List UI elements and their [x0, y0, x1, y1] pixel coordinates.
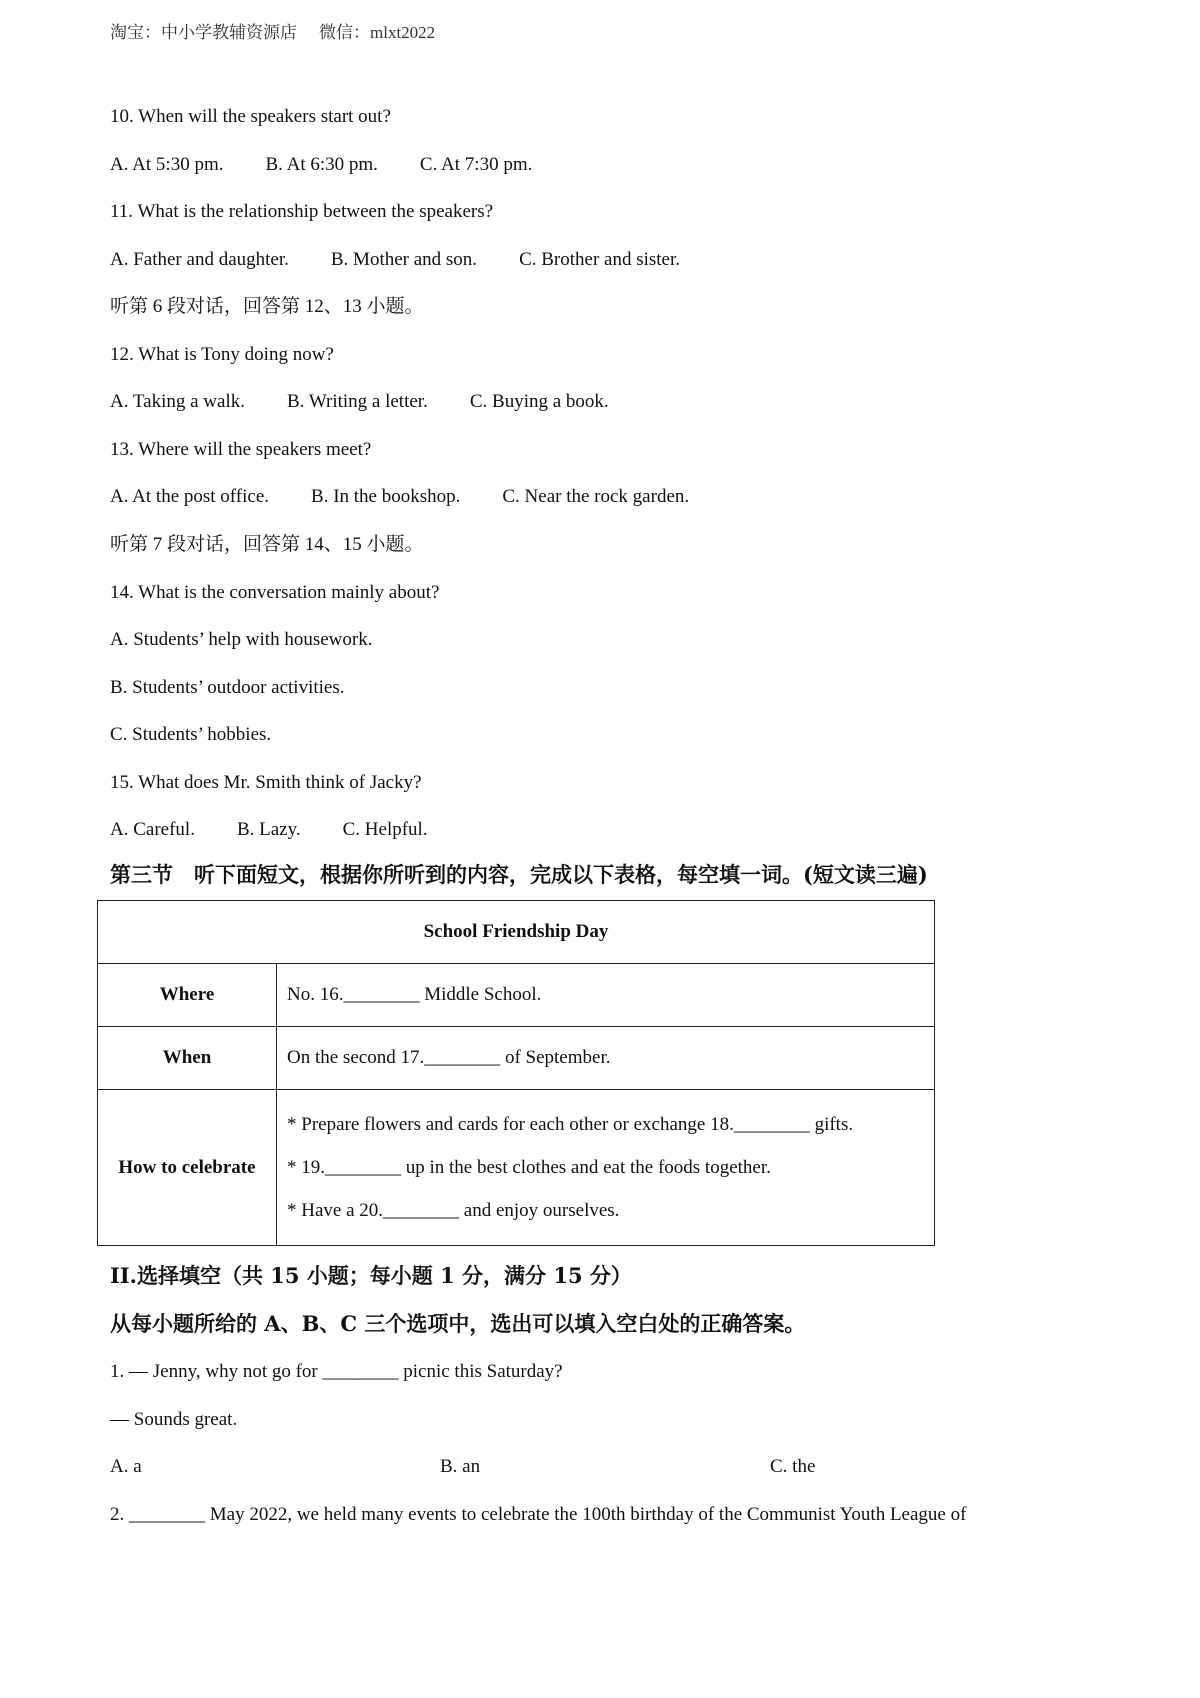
option-15-c: C. Helpful. — [342, 819, 428, 840]
option-13-b: B. In the bookshop. — [311, 486, 461, 507]
option-14-c: C. Students’ hobbies. — [110, 724, 272, 745]
option-13-a: A. At the post office. — [110, 486, 270, 507]
choice-question-2: 2. ________ May 2022, we held many events to celebrate the 100th birthday of the Communist Youth League of — [110, 1504, 967, 1525]
part-2-instruction: 从每小题所给的 A、B、C 三个选项中，选出可以填入空白处的正确答案。 — [110, 1311, 806, 1336]
when-text: On the second 17.________ of September. — [277, 1027, 935, 1090]
option-14-a: A. Students’ help with housework. — [110, 629, 373, 650]
option-13-c: C. Near the rock garden. — [502, 486, 690, 507]
option-12-b: B. Writing a letter. — [287, 391, 428, 412]
options-12 — [110, 392, 651, 411]
option-15-b: B. Lazy. — [236, 819, 301, 840]
question-10: 10. When will the speakers start out? — [110, 106, 391, 127]
question-13: 13. Where will the speakers meet? — [110, 439, 372, 460]
where-text: No. 16.________ Middle School. — [277, 964, 935, 1027]
shop-label: 淘宝：中小学教辅资源店 — [110, 23, 297, 42]
table-row-how — [98, 1090, 935, 1246]
table-title: School Friendship Day — [98, 901, 935, 964]
choice-options-1 — [110, 1457, 1100, 1476]
how-item-3: * Have a 20.________ and enjoy ourselves. — [287, 1200, 620, 1221]
question-12: 12. What is Tony doing now? — [110, 344, 334, 365]
table-title-row — [98, 901, 935, 964]
friendship-day-table — [97, 900, 935, 1246]
choice-question-1: 1. — Jenny, why not go for ________ picnic this Saturday? — [110, 1361, 563, 1382]
options-13 — [110, 487, 731, 506]
instruction-dialogue-6: 听第 6 段对话，回答第 12、13 小题。 — [110, 296, 424, 317]
options-10 — [110, 155, 574, 174]
option-10-c: C. At 7:30 pm. — [419, 154, 533, 175]
choice-1-b: B. an — [440, 1456, 481, 1477]
option-15-a: A. Careful. — [110, 819, 195, 840]
section-3-heading: 第三节 听下面短文，根据你所听到的内容，完成以下表格，每空填一词。(短文读三遍) — [110, 862, 928, 887]
where-label: Where — [98, 964, 277, 1027]
table-row-when — [98, 1027, 935, 1090]
options-11 — [110, 250, 722, 269]
choice-1-c: C. the — [770, 1456, 816, 1477]
table-row-where — [98, 964, 935, 1027]
option-14-b: B. Students’ outdoor activities. — [110, 677, 345, 698]
options-15 — [110, 820, 470, 839]
option-11-a: A. Father and daughter. — [110, 249, 289, 270]
choice-question-1-reply: — Sounds great. — [110, 1409, 238, 1430]
question-14: 14. What is the conversation mainly about? — [110, 582, 440, 603]
option-10-b: B. At 6:30 pm. — [265, 154, 378, 175]
choice-1-a: A. a — [110, 1456, 142, 1477]
how-label: How to celebrate — [98, 1090, 277, 1246]
option-11-b: B. Mother and son. — [330, 249, 478, 270]
when-label: When — [98, 1027, 277, 1090]
how-item-2: * 19.________ up in the best clothes and eat the foods together. — [287, 1157, 771, 1178]
instruction-dialogue-7: 听第 7 段对话，回答第 14、15 小题。 — [110, 534, 424, 555]
question-15: 15. What does Mr. Smith think of Jacky? — [110, 772, 422, 793]
watermark-header — [110, 18, 435, 43]
option-12-c: C. Buying a book. — [469, 391, 609, 412]
part-2-heading: II.选择填空（共 15 小题；每小题 1 分，满分 15 分） — [110, 1263, 632, 1288]
how-cell — [277, 1090, 935, 1246]
how-item-1: * Prepare flowers and cards for each other or exchange 18.________ gifts. — [287, 1114, 854, 1135]
option-11-c: C. Brother and sister. — [519, 249, 681, 270]
wechat-label: 微信：mlxt2022 — [319, 23, 436, 42]
option-10-a: A. At 5:30 pm. — [110, 154, 224, 175]
question-11: 11. What is the relationship between the speakers? — [110, 201, 494, 222]
option-12-a: A. Taking a walk. — [110, 391, 245, 412]
